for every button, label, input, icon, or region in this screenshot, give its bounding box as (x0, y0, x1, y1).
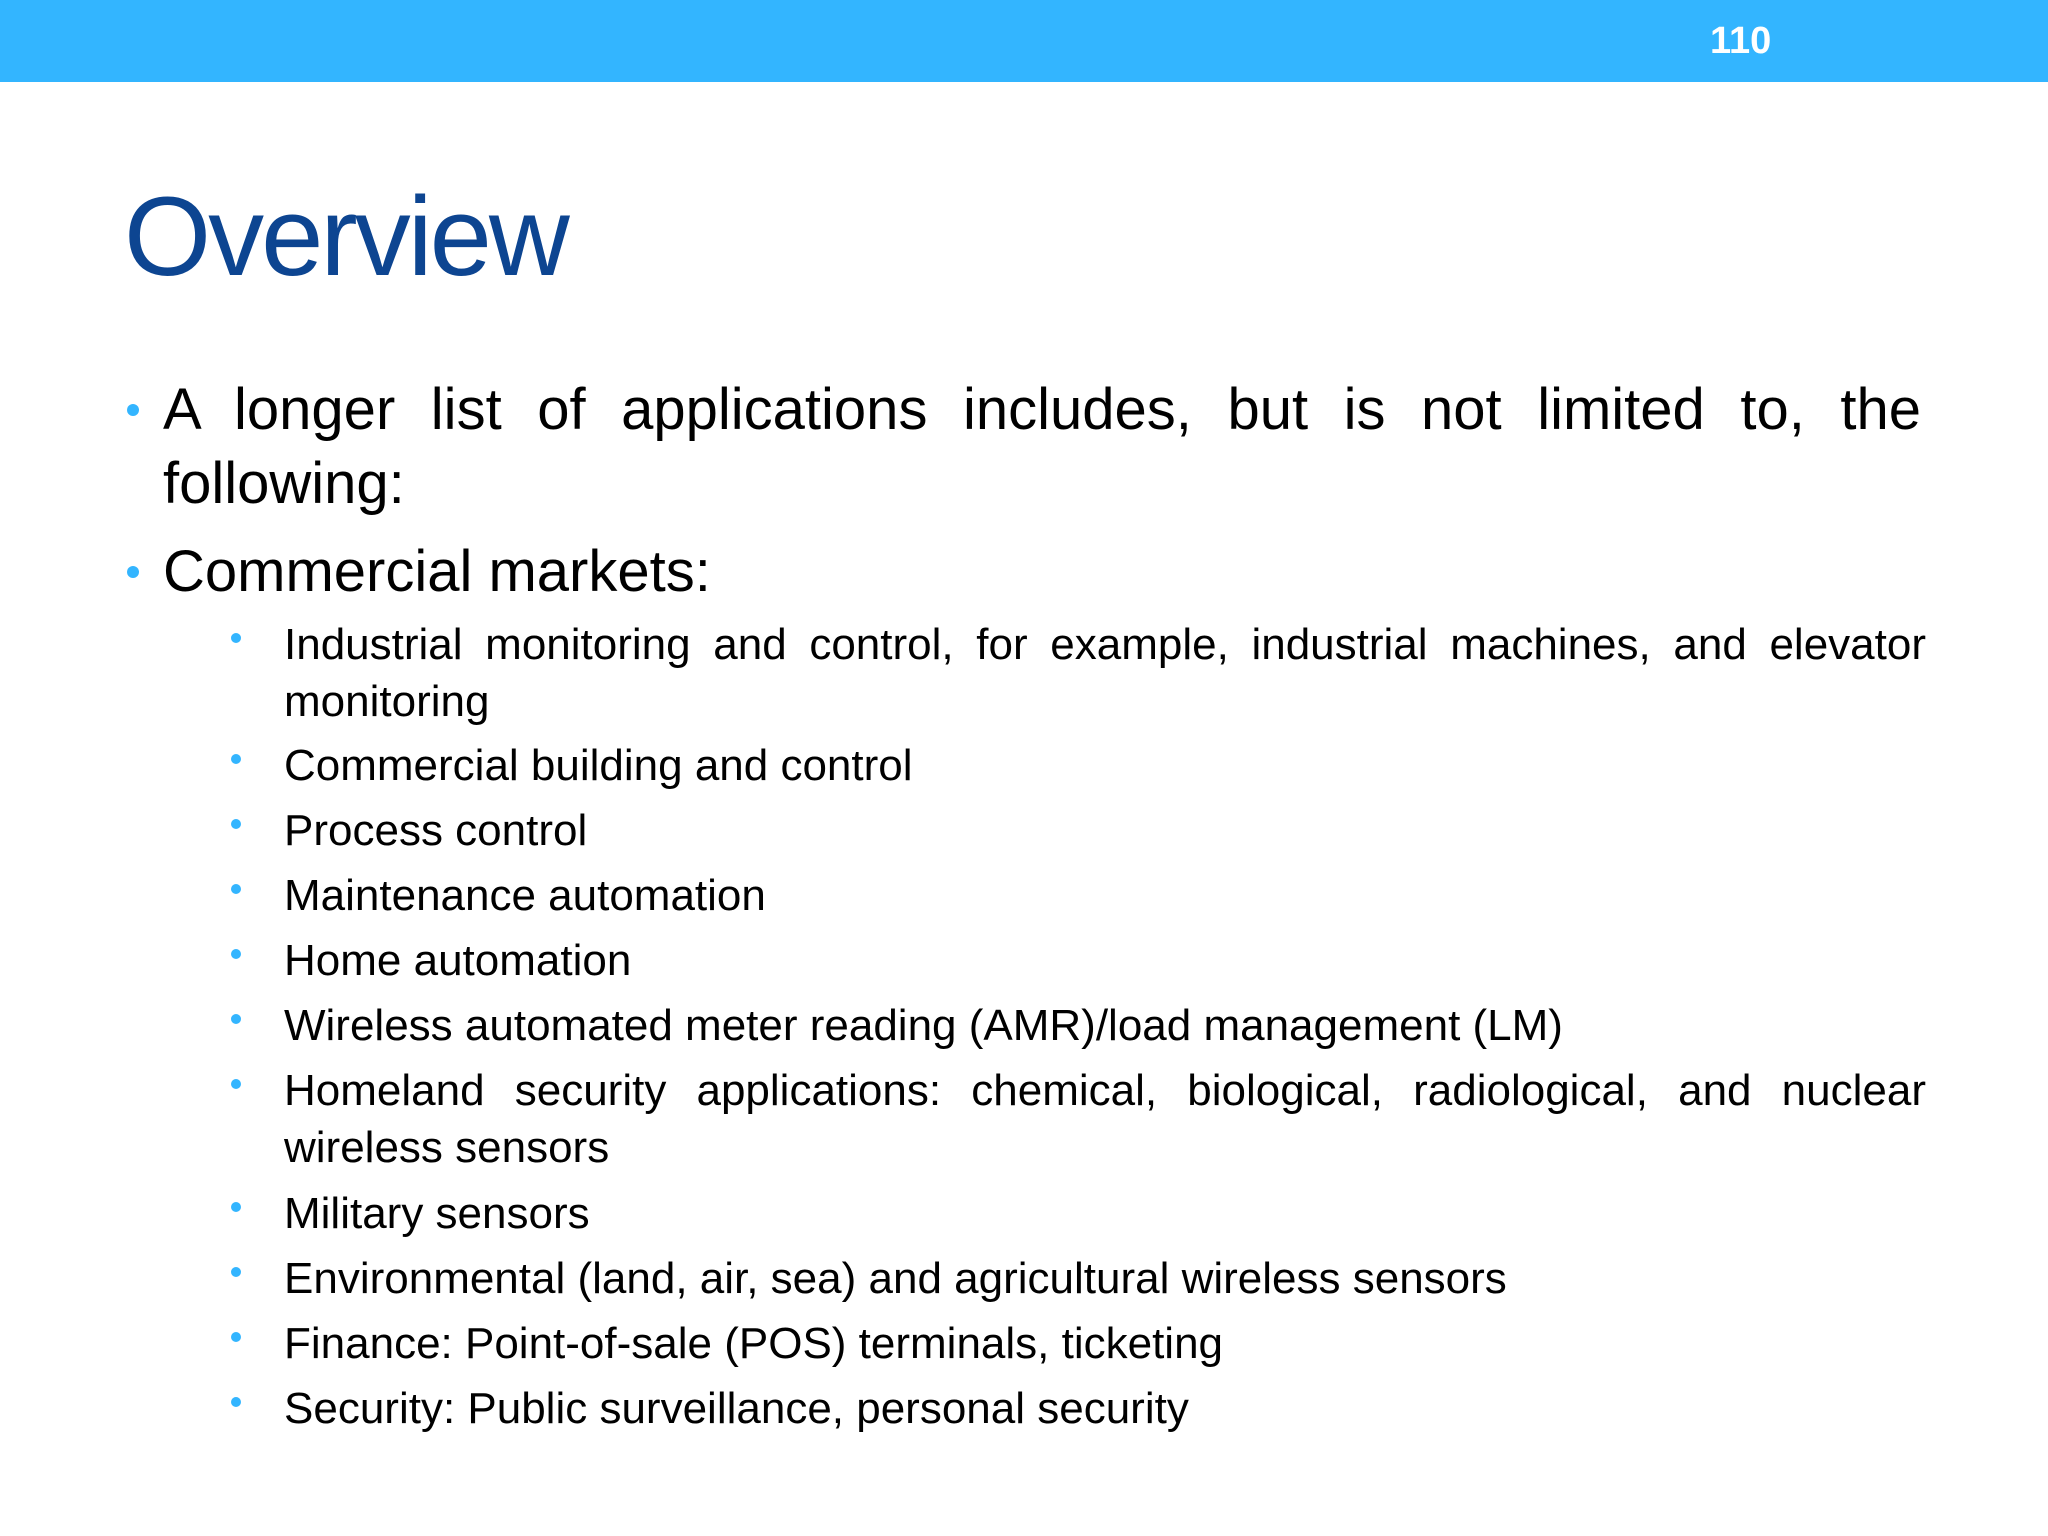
sub-bullet-item: Home automation (284, 936, 632, 985)
sub-bullet-item: Commercial building and control (284, 741, 913, 790)
sub-bullet-item: Environmental (land, air, sea) and agricultural wireless sensors (284, 1254, 1507, 1303)
bullet-icon (231, 1397, 241, 1407)
top-accent-bar (0, 0, 2048, 82)
slide-title: Overview (124, 174, 567, 299)
bullet-icon (231, 1332, 241, 1342)
sub-bullet-item: Maintenance automation (284, 871, 766, 920)
bullet-icon (231, 1267, 241, 1277)
sub-bullet-item: Homeland security applications: chemical, biological, radiological, and nuclear wireless sensors (284, 1066, 1926, 1172)
bullet-icon (231, 1202, 241, 1212)
bullet-icon (231, 1014, 241, 1024)
sub-bullet-item: Military sensors (284, 1189, 590, 1238)
sub-bullet-item: Process control (284, 806, 588, 855)
sub-bullet-item: Finance: Point-of-sale (POS) terminals, ticketing (284, 1319, 1224, 1368)
bullet-icon (127, 404, 139, 416)
bullet-icon (127, 566, 139, 578)
bullet-icon (231, 633, 241, 643)
bullet-icon (231, 754, 241, 764)
bullet-icon (231, 949, 241, 959)
bullet-item: A longer list of applications includes, but is not limited to, the following: (163, 377, 1921, 516)
slide-number: 110 (1710, 20, 1772, 62)
bullet-icon (231, 1079, 241, 1089)
bullet-item: Commercial markets: (163, 539, 711, 604)
bullet-icon (231, 819, 241, 829)
sub-bullet-item: Wireless automated meter reading (AMR)/load management (LM) (284, 1001, 1563, 1050)
sub-bullet-item: Industrial monitoring and control, for example, industrial machines, and elevator monitoring (284, 620, 1926, 726)
bullet-icon (231, 884, 241, 894)
sub-bullet-item: Security: Public surveillance, personal security (284, 1384, 1189, 1433)
